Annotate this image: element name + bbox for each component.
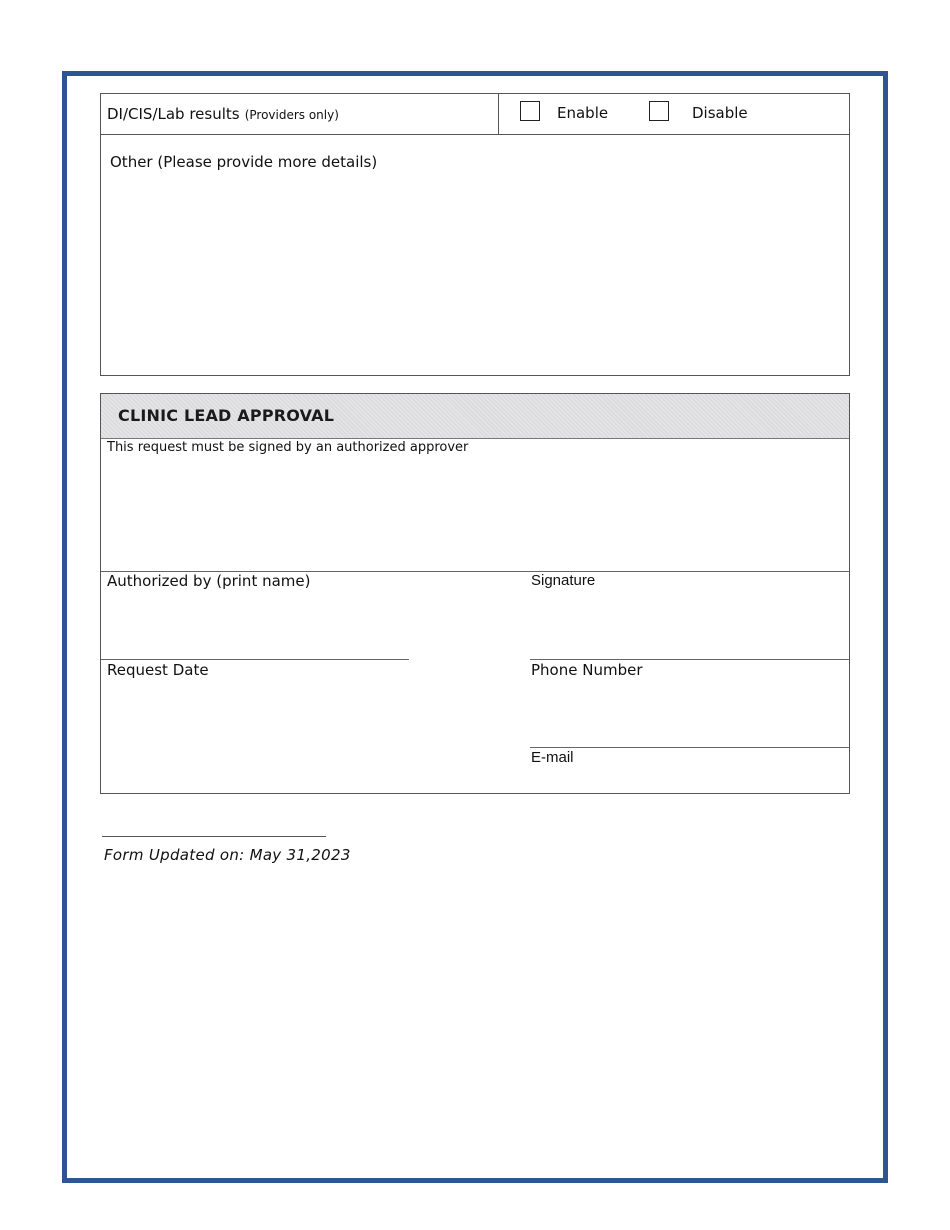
disable-checkbox[interactable] (649, 101, 669, 121)
approval-title: CLINIC LEAD APPROVAL (118, 406, 335, 425)
approval-instruction: This request must be signed by an authorized approver (107, 440, 469, 455)
email-label: E-mail (531, 749, 574, 766)
authorized-by-label: Authorized by (print name) (107, 572, 311, 590)
form-updated-text: Form Updated on: May 31,2023 (104, 846, 351, 864)
signature-field[interactable] (530, 594, 848, 658)
other-details-field[interactable] (104, 178, 846, 372)
authorized-by-field[interactable] (104, 594, 408, 658)
signature-label: Signature (531, 572, 596, 589)
other-details-label: Other (Please provide more details) (110, 153, 378, 171)
signature-line (530, 659, 849, 660)
disable-label: Disable (692, 104, 748, 122)
request-date-field[interactable] (104, 683, 408, 783)
phone-number-label: Phone Number (531, 661, 643, 679)
results-row-label-note: (Providers only) (244, 108, 339, 122)
request-date-label: Request Date (107, 661, 209, 679)
authorized-by-line (101, 659, 409, 660)
results-row-label-text: DI/CIS/Lab results (107, 105, 240, 123)
email-field[interactable] (580, 750, 848, 790)
phone-number-field[interactable] (530, 683, 848, 746)
results-column-divider (498, 94, 499, 134)
enable-label: Enable (557, 104, 609, 122)
results-row-label (107, 104, 339, 123)
phone-number-line (530, 747, 849, 748)
footer-divider (102, 836, 326, 837)
results-row-divider (101, 134, 849, 135)
enable-checkbox[interactable] (520, 101, 540, 121)
